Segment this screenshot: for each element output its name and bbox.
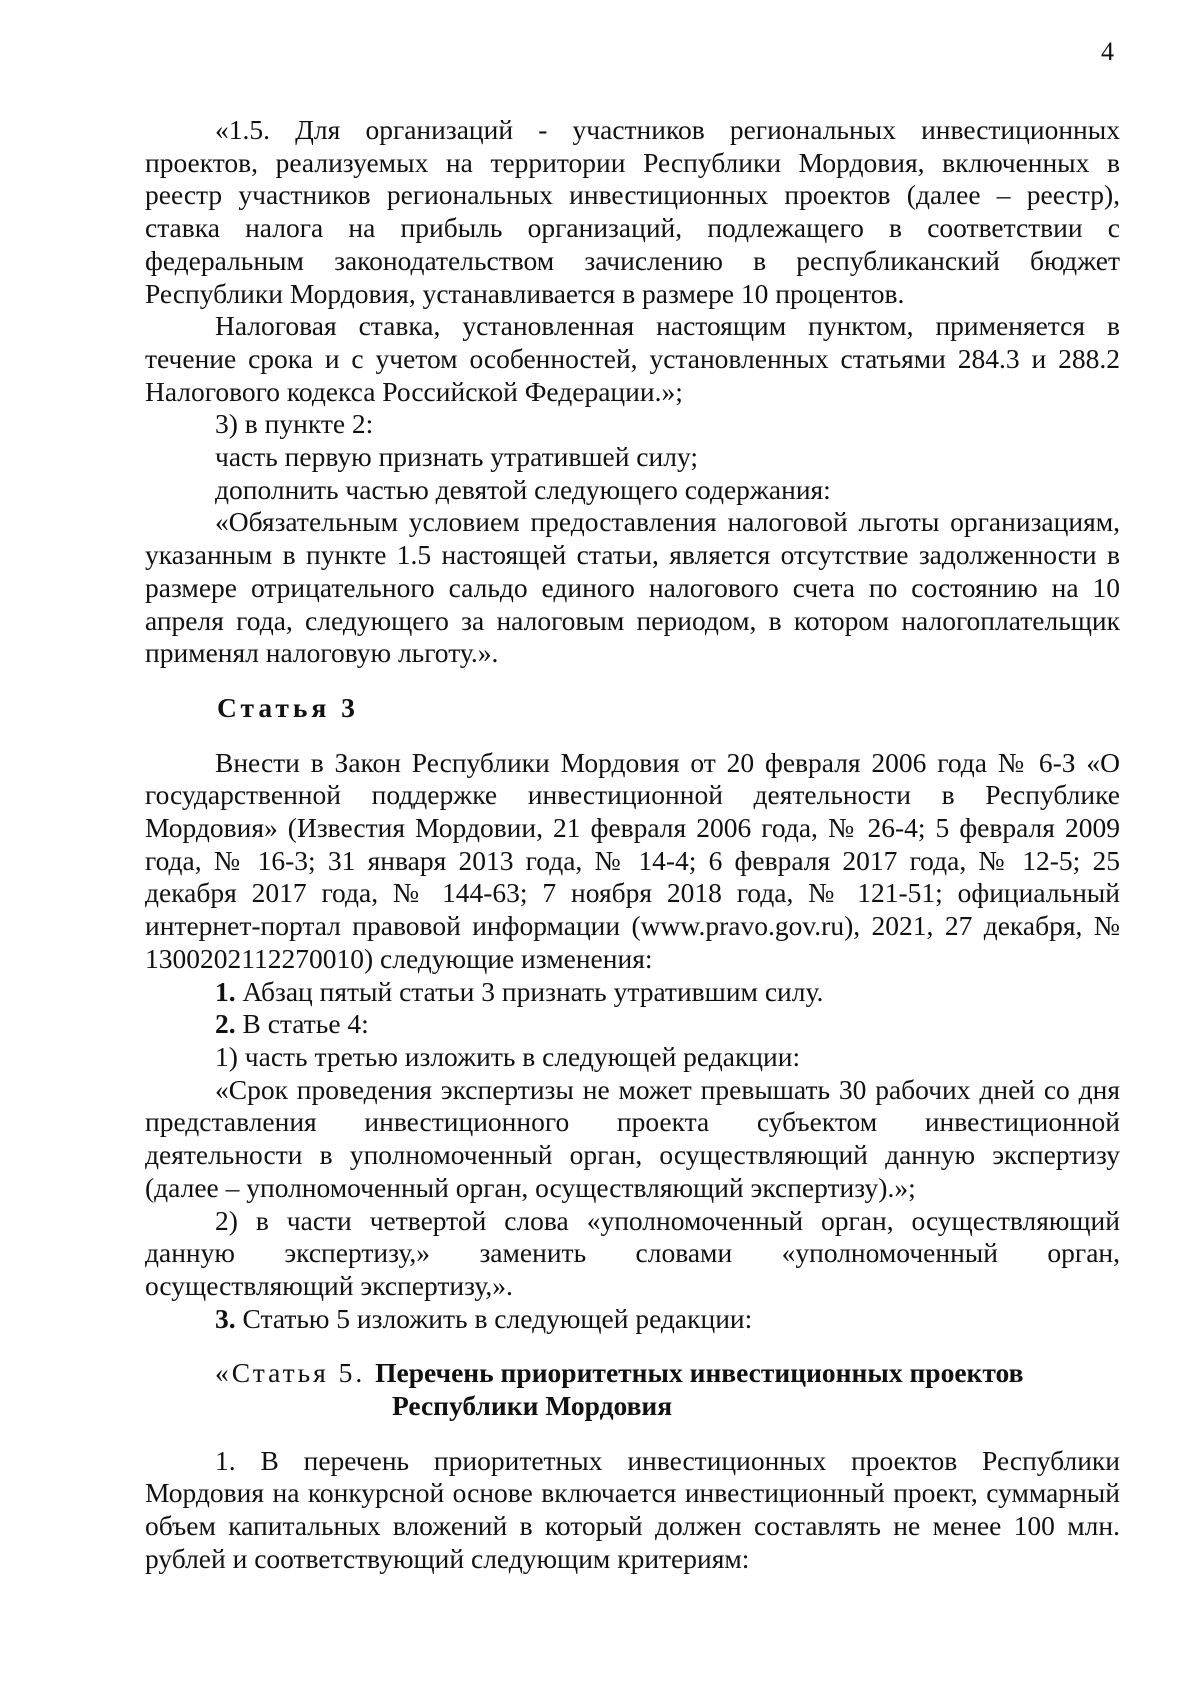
sub-item-1: 1) часть третью изложить в следующей редакции: <box>215 1040 801 1072</box>
spacer <box>145 725 1120 747</box>
page-number: 4 <box>1101 37 1114 66</box>
article-3-intro: Внести в Закон Республики Мордовия от 20 февраля 2006 года № 6-З «О государственной поддержке инвестиционной деятельности в Республике Мордовия» (Известия Мордовии, 21 февраля 2006 года, № 26-4; 5 февраля 2009 года, № 16-3; 31 января 2013 года, № 14-4; 6 февраля 2017 года, № 12-5; 25 декабря 2017 года, № 144-63; 7 ноября 2018 года, № 121-51; официальный интернет-портал правовой информации (www.pravo.gov.ru), 2021, 27 декабря, № 1300202112270010) следующие изменения: <box>145 746 1120 974</box>
item-3-article-5 <box>145 1303 1120 1336</box>
item-2-number: 2. <box>215 1008 236 1040</box>
article-5-heading <box>145 1357 1120 1390</box>
spacer <box>145 670 1120 692</box>
paragraph-condition: «Обязательным условием предоставления налоговой льготы организациям, указанным в пункте 1.5 настоящей статьи, является отсутствие задолженности в размере отрицательного сальдо единого налогового счета по состоянию на 10 апреля года, следующего за налоговым периодом, в котором налогоплательщик применял налоговую льготу.». <box>145 506 1120 669</box>
paragraph-1-5: «1.5. Для организаций - участников региональных инвестиционных проектов, реализуемых на территории Республики Мордовия, включенных в реестр участников региональных инвестиционных проектов (далее – реестр), ставка налога на прибыль организаций, подлежащего в соответствии с федеральным законодательством зачислению в республиканский бюджет Республики Мордовия, устанавливается в размере 10 процентов. <box>145 114 1120 309</box>
item-3-text: Статью 5 изложить в следующей редакции: <box>235 1302 753 1334</box>
spacer <box>145 1335 1120 1357</box>
part-first-void: часть первую признать утратившей силу; <box>215 441 698 473</box>
item-1-text: Абзац пятый статьи 3 признать утратившим силу. <box>235 975 824 1007</box>
item-1-number: 1. <box>215 975 236 1007</box>
item-2-text: В статье 4: <box>235 1008 369 1040</box>
sub-item-2: 2) в части четвертой слова «уполномоченный орган, осуществляющий данную экспертизу,» заменить словами «уполномоченный орган, осуществляющий экспертизу,». <box>145 1204 1120 1301</box>
paragraph-5-1: 1. В перечень приоритетных инвестиционных проектов Республики Мордовия на конкурсной основе включается инвестиционный проект, суммарный объем капитальных вложений в который должен составлять не менее 100 млн. рублей и соответствующий следующим критериям: <box>145 1444 1120 1574</box>
item-3-number: 3. <box>215 1302 236 1334</box>
paragraph-expertise: «Срок проведения экспертизы не может превышать 30 рабочих дней со дня представления инвестиционного проекта субъектом инвестиционной деятельности в уполномоченный орган, осуществляющий данную экспертизу (далее – уполномоченный орган, осуществляющий экспертизу).»; <box>145 1073 1120 1203</box>
item-3: 3) в пункте 2: <box>215 408 374 440</box>
item-1 <box>145 976 1120 1009</box>
article-3-heading-text: Статья 3 <box>217 691 359 723</box>
article-5-title-line-2: Республики Мордовия <box>392 1390 673 1422</box>
add-part-ninth: дополнить частью девятой следующего содержания: <box>215 473 831 505</box>
article-5-label: «Статья 5. <box>215 1357 376 1389</box>
article-5-title-line-1: Перечень приоритетных инвестиционных проектов <box>375 1357 1024 1389</box>
paragraph-tax-rate: Налоговая ставка, установленная настоящим пунктом, применяется в течение срока и с учетом особенностей, установленных статьями 284.3 и 288.2 Налогового кодекса Российской Федерации.»; <box>145 310 1120 407</box>
item-2 <box>145 1008 1120 1041</box>
spacer <box>145 1423 1120 1445</box>
article-3-heading <box>145 692 1120 725</box>
